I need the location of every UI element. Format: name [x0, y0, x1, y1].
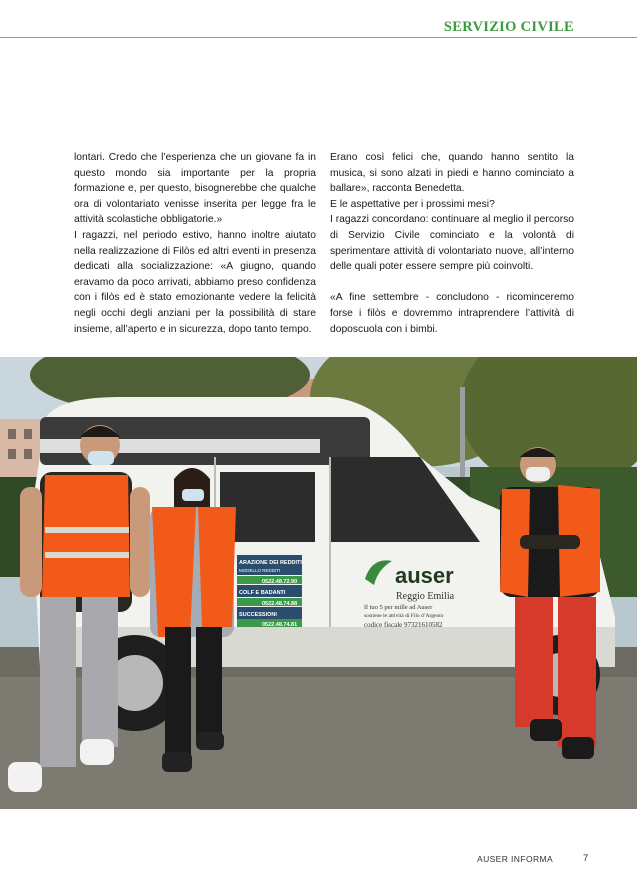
paragraph: E le aspettative per i prossimi mesi? [330, 198, 495, 210]
van-five-per-mille: Il tuo 5 per mille ad Auser [364, 604, 433, 611]
van-location: Reggio Emilia [396, 591, 455, 602]
paragraph: «A fine settembre - concludono - ricominceremo forse i filòs e dovremmo intraprendere l’attività di doposcuola con i bimbi. [330, 292, 574, 335]
volunteer-right [500, 447, 600, 759]
paragraph: I ragazzi concordano: continuare al meglio il percorso di Servizio Civile cominciato e la volontà di sperimentare attività di volontariato nuove, all’interno delle quali poter essere sempre più coinvolti. [330, 214, 574, 273]
van-tax-code: codice fiscale 97321610582 [364, 621, 443, 629]
van-brand: auser [395, 563, 454, 588]
succ-phone: 0522.48.74.81 [262, 622, 298, 628]
article-column-right [330, 150, 574, 337]
header-rule [0, 37, 637, 38]
tax-phone: 0522.48.72.90 [262, 579, 298, 585]
footer-publication: AUSER INFORMA [477, 854, 554, 864]
succ-sign: SUCCESSIONI [239, 612, 277, 618]
section-title: SERVIZIO CIVILE [443, 19, 574, 35]
colf-sign: COLF E BADANTI [239, 590, 286, 596]
paragraph: I ragazzi, nel periodo estivo, hanno inoltre aiutato nella realizzazione di Filòs ed altri eventi in presenza dedicati alla socializzazione: «A giugno, quando eravamo da poco arrivati, abbiamo preso confidenza con i filòs ed è stato emozionante vedere la felicità negli occhi degli anziani per la possibilità di stare insieme, all’aperto e in sicurezza, dopo tanto tempo. [74, 229, 316, 335]
paragraph: Erano così felici che, quando hanno sentito la musica, si sono alzati in piedi e hanno cominciato a ballare», racconta Benedetta. [330, 152, 574, 195]
page-number: 7 [583, 853, 589, 864]
paragraph: lontari. Credo che l’esperienza che un giovane fa in questo mondo sia importante per la propria formazione e, per questo, bisognerebbe che qualche ora di volontariato venisse inserita per legge fra le attività scolastiche obbligatorie.» [74, 152, 316, 226]
article-column-left [74, 150, 316, 337]
colf-phone: 0522.48.74.88 [262, 601, 298, 607]
volunteers-van-photo [0, 357, 637, 809]
tax-sign: ARAZIONE DEI REDDITI [239, 560, 302, 566]
tax-sign-sub: MODELLO REDDITI [239, 568, 281, 573]
van-support-line: sostiene le attività di Filo d’Argento [364, 613, 444, 619]
van-signage [237, 555, 302, 628]
